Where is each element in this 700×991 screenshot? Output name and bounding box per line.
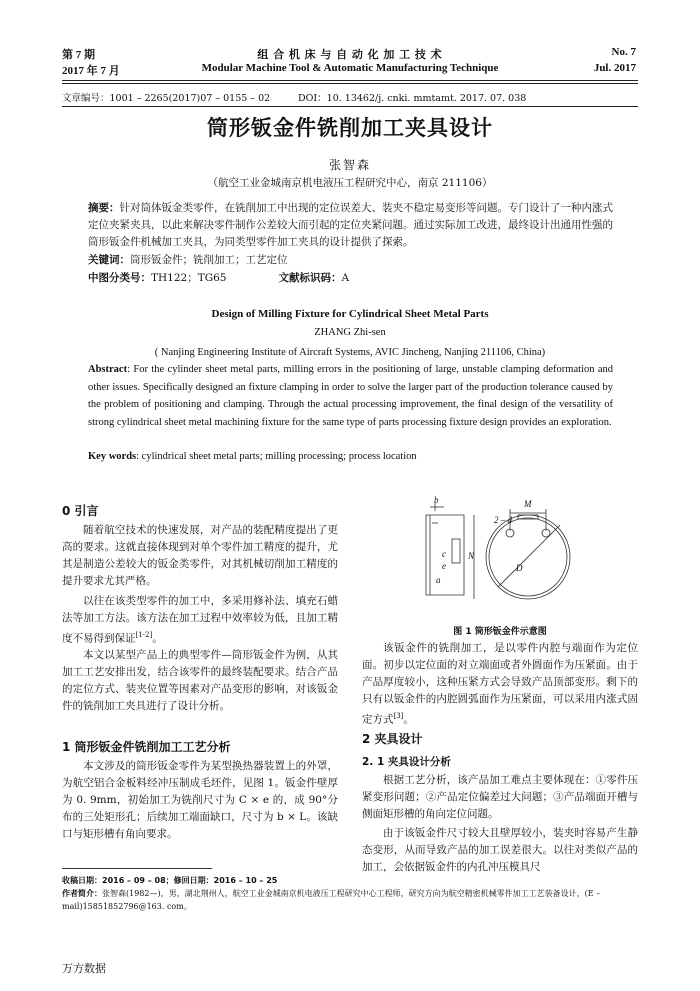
journal-title-cn: 组 合 机 床 与 自 动 化 加 工 技 术	[257, 49, 443, 61]
journal-title-en: Modular Machine Tool & Automatic Manufacturing Technique	[201, 62, 499, 74]
section-2-heading: 2 夹具设计	[362, 732, 423, 746]
intro-paragraph-1: 随着航空技术的快速发展，对产品的装配精度提出了更高的要求。这就直接体现到对单个零件加工精度的提升，尤其是制造公差较大的钣金类零件，对其机械切削加工精度的提升要求尤其严格。	[62, 524, 338, 587]
article-number: 文章编号：1001 – 2265(2017)07 – 0155 – 02	[62, 93, 271, 104]
keywords-en-label: Key words	[88, 451, 137, 462]
keywords-cn	[88, 252, 613, 269]
figure-label-M: M	[524, 499, 532, 509]
issue-cn: 第 7 期	[62, 49, 95, 61]
clc-text: TH122；TG65	[151, 272, 227, 284]
abstract-cn-text: 针对筒体钣金类零件，在铣削加工中出现的定位误差大、装夹不稳定易变形等问题。专门设计了一种内涨式定位夹紧夹具，以此来解决零件制作公差较大而引起的定位夹紧问题。通过实际加工改进，最终设计出通用性强的筒形钣金件机械加工夹具，为同类型零件加工夹具的设计提供了探索。	[88, 202, 613, 248]
section-0-heading: 0 引言	[62, 504, 99, 518]
doc-code-label: 文献标识码：	[278, 272, 342, 284]
section-1-heading: 1 筒形钣金件铣削加工工艺分析	[62, 740, 231, 754]
header-rule-2	[62, 83, 638, 84]
right-paragraph-1-text: 该钣金件的铣削加工，是以零件内腔与端面作为定位面。初步以定位面的对立端面或者外圆面作为压紧面。由于产品厚度较小，这种压紧方式会导致产品顶部变形。剩下的只有以钣金件的内腔圆弧面作为压紧面，可以采用内涨式固定方式	[362, 642, 638, 726]
figure-label-2d: 2 – d	[494, 515, 512, 525]
intro-paragraph-2	[62, 593, 338, 648]
section-2-1-heading: 2. 1 夹具设计分析	[362, 756, 451, 768]
abstract-cn	[88, 200, 613, 251]
paper-title-cn: 筒形钣金件铣削加工夹具设计	[207, 115, 493, 140]
figure-1-drawing	[418, 495, 578, 620]
citation-3: [3]	[393, 712, 404, 720]
intro-paragraph-2-text: 以往在该类型零件的加工中，多采用修补法、填充石蜡法等加工方法。该方法在加工过程中效率较为低，且加工精度不易得到保证	[62, 595, 338, 645]
watermark: 万方数据	[62, 962, 106, 975]
affiliation-cn: （航空工业金城南京机电液压工程研究中心，南京 211106）	[207, 177, 493, 189]
citation-1-2: [1-2]	[135, 631, 153, 639]
received-date-text: 收稿日期：2016 – 09 – 08；修回日期：2016 – 10 – 25	[62, 876, 278, 885]
author-bio-text: 张智森(1982—)，男，湖北荆州人，航空工业金城南京机电液压工程研究中心工程师，研究方向为航空精密机械零件加工工艺装备设计，(E – mail)15851852796@163. com。	[62, 889, 601, 911]
keywords-en	[88, 448, 613, 466]
intro-paragraph-2-end: 。	[152, 632, 163, 645]
figure-label-N: N	[468, 551, 475, 561]
abstract-en-label: Abstract	[88, 364, 128, 375]
keywords-en-text: : cylindrical sheet metal parts; milling processing; process location	[136, 451, 417, 462]
issue-en: No. 7	[611, 46, 636, 58]
abstract-cn-label: 摘要：	[88, 202, 120, 214]
clc-label: 中图分类号：	[88, 272, 151, 284]
affiliation-en: ( Nanjing Engineering Institute of Aircraft Systems, AVIC Jincheng, Nanjing 211106, China)	[154, 347, 546, 358]
meta-rule	[62, 106, 638, 107]
right-paragraph-1-end: 。	[403, 713, 414, 726]
figure-label-D: D	[516, 563, 523, 573]
author-en: ZHANG Zhi-sen	[314, 327, 386, 338]
doi: DOI：10. 13462/j. cnki. mmtamt. 2017. 07. 038	[298, 93, 527, 104]
keywords-cn-label: 关键词：	[88, 254, 130, 266]
abstract-en-text: : For the cylinder sheet metal parts, milling errors in the positioning of large, unstable clamping deformation and other issues. Specifically designed an fixture clamping in order to solve the larger part of the production tolerance caused by the problem of positioning and clamping. Through the actual processing improvement, the final design of the versatility of strong cylindrical sheet metal machining fixture for the same type of parts processing fixture design provides an exploration.	[88, 364, 613, 428]
author-bio	[62, 887, 640, 913]
paper-title-en: Design of Milling Fixture for Cylindrical Sheet Metal Parts	[211, 308, 489, 320]
abstract-en	[88, 361, 613, 431]
author-bio-label: 作者简介：	[62, 889, 102, 898]
right-paragraph-1	[362, 640, 638, 729]
figure-1-caption: 图 1 筒形钣金件示意图	[453, 627, 547, 637]
right-paragraph-2: 根据工艺分析，该产品加工难点主要体现在：①零件压紧变形问题；②产品定位偏差过大问题；③产品端面开槽与侧面矩形槽的角向定位问题。	[362, 774, 638, 820]
keywords-cn-text: 筒形钣金件；铣削加工；工艺定位	[130, 254, 288, 266]
figure-label-a: a	[436, 575, 441, 585]
right-paragraph-3: 由于该钣金件尺寸较大且壁厚较小，装夹时容易产生静态变形，从而导致产品的加工误差很大。以往对类似产品的加工，会依据钣金件的内孔冲压模具尺	[362, 827, 638, 873]
figure-label-e: e	[442, 561, 446, 571]
footnote-rule	[62, 868, 212, 869]
classification-cn	[88, 270, 613, 287]
author-cn: 张智森	[328, 158, 371, 172]
doc-code-text: A	[341, 272, 350, 284]
figure-label-c: c	[442, 549, 446, 559]
received-date	[62, 874, 277, 887]
date-cn: 2017 年 7 月	[62, 65, 120, 77]
figure-label-b: b	[434, 495, 439, 505]
date-en: Jul. 2017	[593, 62, 636, 74]
intro-paragraph-3: 本文以某型产品上的典型零件—筒形钣金件为例，从其加工工艺安排出发，结合该零件的最终装配要求。结合产品的定位方式、装夹位置等因素对产品变形的影响，对该钣金件的铣削加工夹具进行了设计分析。	[62, 649, 338, 712]
section-1-paragraph: 本文涉及的筒形钣金零件为某型换热器装置上的外罩，为航空铝合金板料经冲压制成毛坯件，见图 1。钣金件壁厚为 0. 9mm，初始加工为铣削尺寸为 C × e 的，成 90°分布的三处矩形孔；后续加工端面缺口，尺寸为 b × L。该缺口与矩形槽有角向要求。	[62, 760, 338, 840]
header-rule-1	[62, 80, 638, 81]
